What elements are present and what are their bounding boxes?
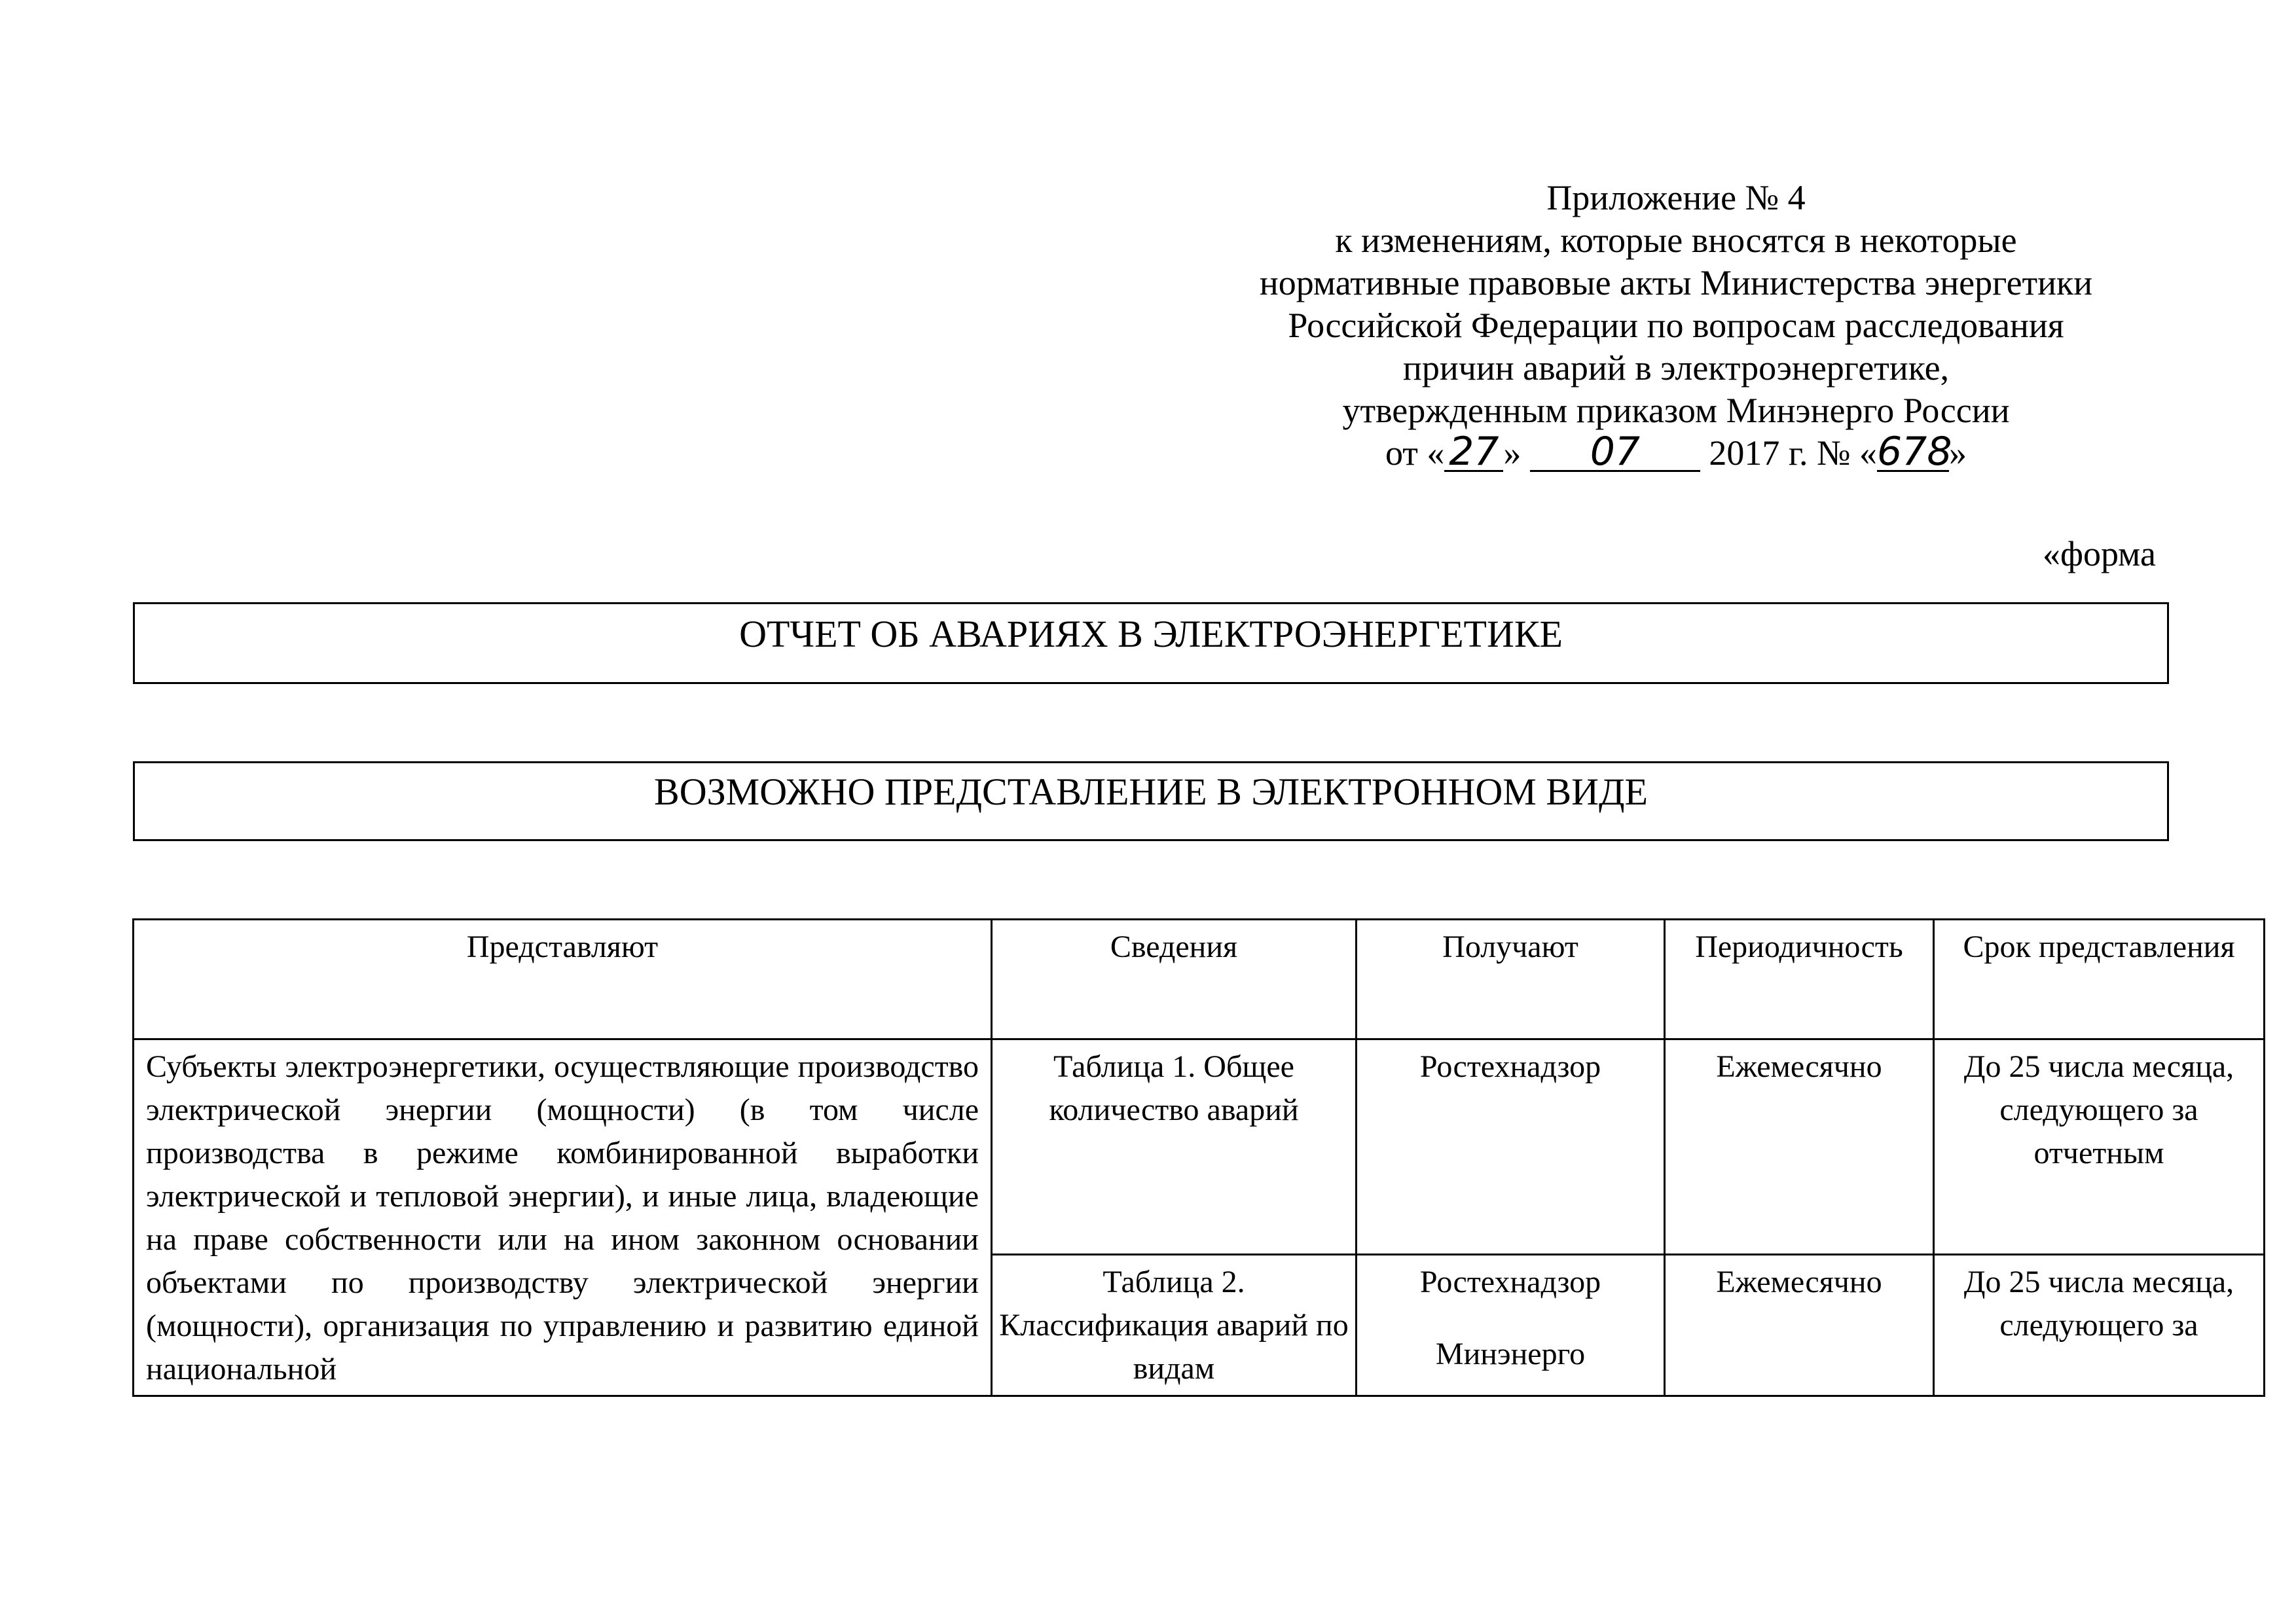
recipients-cell: [1357, 1255, 1665, 1396]
reporting-table: [132, 918, 2265, 1397]
table-header-row: [134, 920, 2265, 1039]
header-periodicity: Периодичность: [1665, 920, 1934, 1039]
appendix-header: [1146, 177, 2206, 475]
deadline-cell: До 25 числа месяца, следующего за: [1934, 1255, 2265, 1396]
date-suffix: »: [1948, 433, 1967, 473]
order-number-field: [1876, 429, 1952, 475]
info-cell: Таблица 2. Классификация аварий по видам: [992, 1255, 1357, 1396]
recipient: Ростехнадзор: [1419, 1265, 1601, 1299]
electronic-note: ВОЗМОЖНО ПРЕДСТАВЛЕНИЕ В ЭЛЕКТРОННОМ ВИДЕ: [654, 770, 1648, 813]
date-prefix: от «: [1385, 433, 1445, 473]
handwritten-order-number: 678: [1876, 429, 1952, 475]
info-cell: Таблица 1. Общее количество аварий: [992, 1039, 1357, 1255]
periodicity-cell: Ежемесячно: [1665, 1255, 1934, 1396]
appendix-line-3: Российской Федерации по вопросам расследования: [1288, 306, 2064, 345]
electronic-note-box: [133, 761, 2169, 841]
recipient: Минэнерго: [1435, 1337, 1586, 1371]
header-deadline: Срок представления: [1934, 920, 2265, 1039]
order-date-line: [1146, 429, 2206, 475]
recipient: Ростехнадзор: [1419, 1049, 1601, 1084]
handwritten-month: 07: [1590, 429, 1641, 475]
appendix-line-4: причин аварий в электроэнергетике,: [1402, 348, 1950, 388]
report-title: ОТЧЕТ ОБ АВАРИЯХ В ЭЛЕКТРОЭНЕРГЕТИКЕ: [739, 613, 1563, 655]
deadline-cell: До 25 числа месяца, следующего за отчетным: [1934, 1039, 2265, 1255]
table-row: [134, 1039, 2265, 1255]
appendix-number: Приложение № 4: [1546, 178, 1806, 217]
periodicity-cell: Ежемесячно: [1665, 1039, 1934, 1255]
form-label: «форма: [2043, 534, 2156, 573]
header-info: Сведения: [992, 920, 1357, 1039]
date-month-field: [1530, 429, 1700, 475]
appendix-line-5: утвержденным приказом Минэнерго России: [1342, 391, 2010, 430]
date-year-and-number-label: 2017 г. № «: [1709, 433, 1877, 473]
date-mid: »: [1503, 433, 1522, 473]
header-recipients: Получают: [1357, 920, 1665, 1039]
header-submitters: Представляют: [134, 920, 992, 1039]
report-title-box: [133, 602, 2169, 684]
handwritten-day: 27: [1449, 429, 1499, 475]
appendix-line-1: к изменениям, которые вносятся в некоторые: [1335, 221, 2017, 260]
date-day-field: [1444, 429, 1503, 475]
submitters-cell: Субъекты электроэнергетики, осуществляющие производство электрической энергии (мощности) (в том числе производства в режиме комбинированной выработки электрической и тепловой энергии), и иные лица, владеющие на праве собственности или на ином законном основании объектами по производству электрической энергии (мощности), организация по управлению и развитию единой национальной: [134, 1039, 992, 1396]
recipients-cell: [1357, 1039, 1665, 1255]
appendix-line-2: нормативные правовые акты Министерства энергетики: [1259, 263, 2093, 302]
